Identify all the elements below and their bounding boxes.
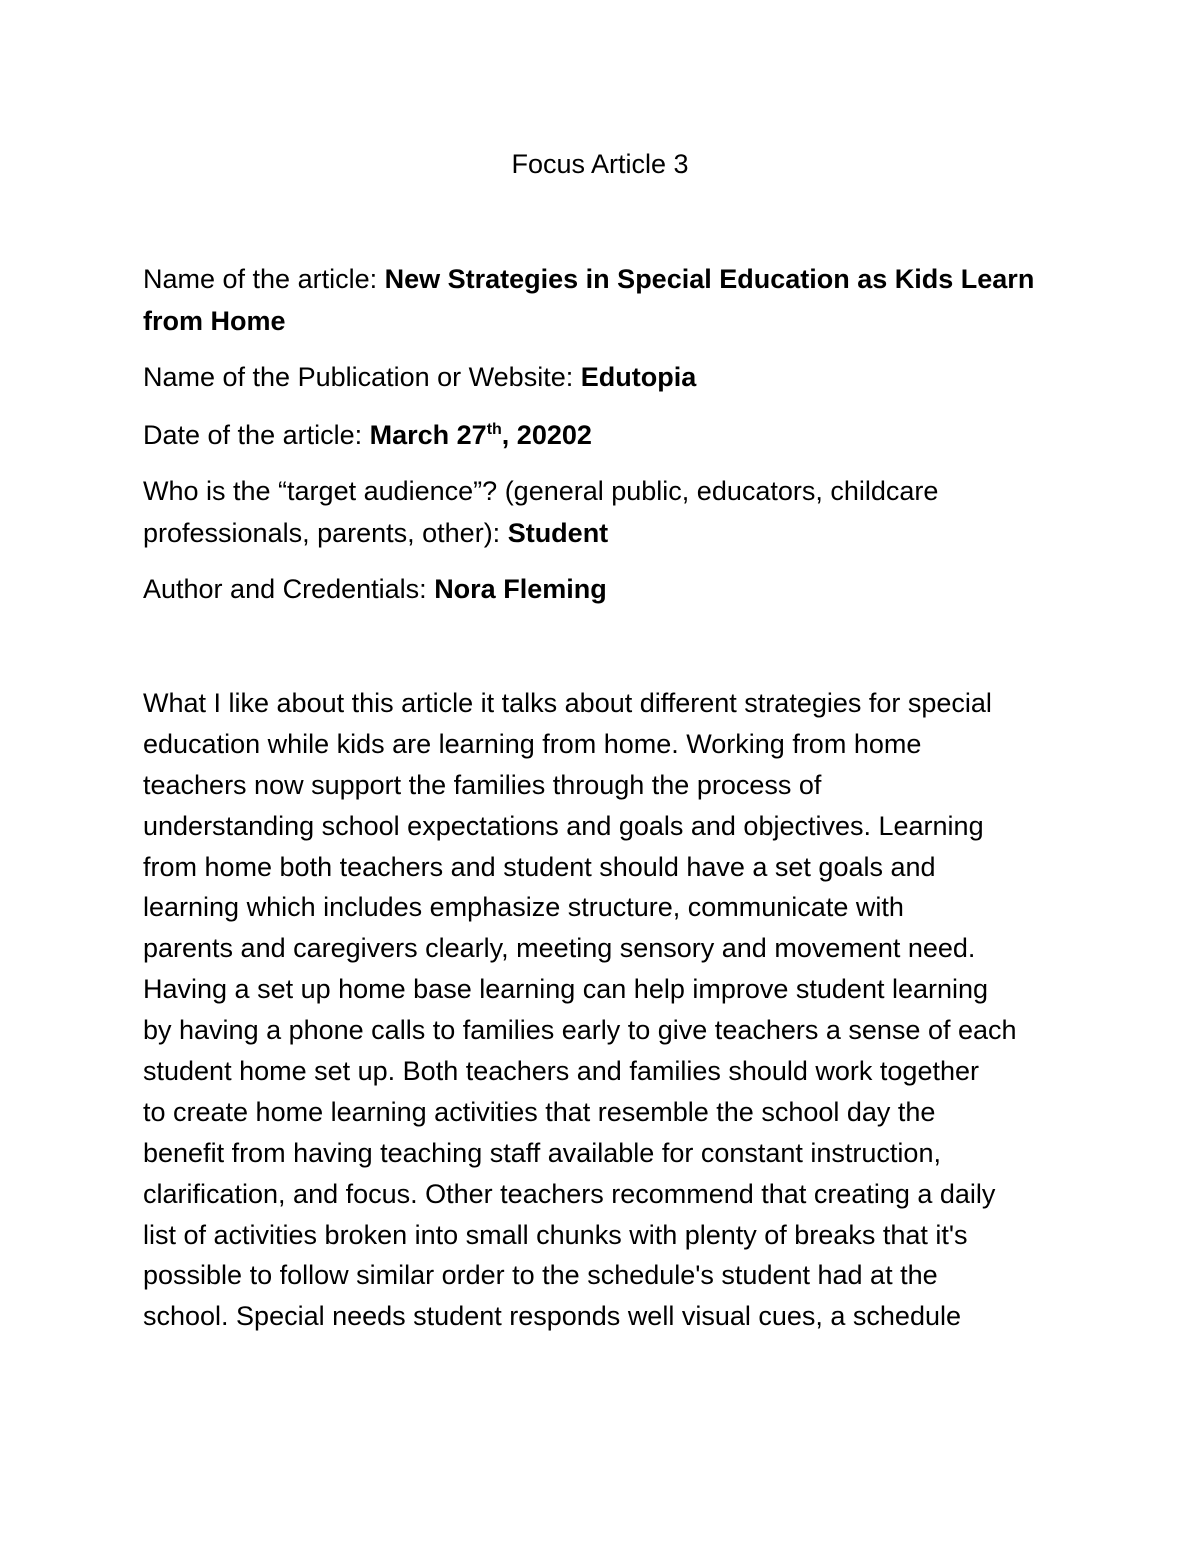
body-paragraph [143,683,1063,1337]
body-line: by having a phone calls to families early to give teachers a sense of each [143,1015,1017,1046]
date-value-superscript: th [486,421,502,438]
body-line: parents and caregivers clearly, meeting sensory and movement need. [143,933,976,964]
audience-value: Student [507,518,609,548]
body-line: understanding school expectations and goals and objectives. Learning [143,810,984,841]
body-line: clarification, and focus. Other teachers recommend that creating a daily [143,1178,996,1209]
article-name-value-line2: from Home [143,306,286,336]
date-value-rest: , 20202 [501,420,592,450]
body-line: to create home learning activities that resemble the school day the [143,1096,936,1127]
body-line: school. Special needs student responds well visual cues, a schedule [143,1301,961,1332]
date-value-main: March 27 [369,420,487,450]
article-name-field [143,258,1063,342]
author-label: Author and Credentials: [143,574,435,604]
body-line: learning which includes emphasize structure, communicate with [143,892,904,923]
article-name-value-line1: New Strategies in Special Education as Kids Learn [384,264,1035,294]
author-value: Nora Fleming [434,574,607,604]
publication-field [143,356,1063,398]
body-line: What I like about this article it talks about different strategies for special [143,688,992,718]
body-line: from home both teachers and student should have a set goals and [143,851,936,882]
audience-label-line1: Who is the “target audience”? (general public, educators, childcare [143,476,939,506]
date-field [143,414,1063,456]
body-line: education while kids are learning from home. Working from home [143,728,922,759]
body-line: student home set up. Both teachers and families should work together [143,1056,979,1087]
body-line: possible to follow similar order to the schedule's student had at the [143,1260,938,1291]
body-line: teachers now support the families through the process of [143,769,822,800]
body-line: benefit from having teaching staff available for constant instruction, [143,1137,941,1168]
document-title: Focus Article 3 [511,149,689,179]
article-name-label: Name of the article: [143,264,385,294]
date-label: Date of the article: [143,420,370,450]
author-field [143,568,1063,610]
date-value [370,420,592,450]
audience-label-line2: professionals, parents, other): [143,518,508,548]
body-line: list of activities broken into small chunks with plenty of breaks that it's [143,1219,968,1250]
body-line: Having a set up home base learning can help improve student learning [143,974,989,1005]
publication-label: Name of the Publication or Website: [143,362,581,392]
audience-field [143,470,1063,554]
publication-value: Edutopia [580,362,697,392]
